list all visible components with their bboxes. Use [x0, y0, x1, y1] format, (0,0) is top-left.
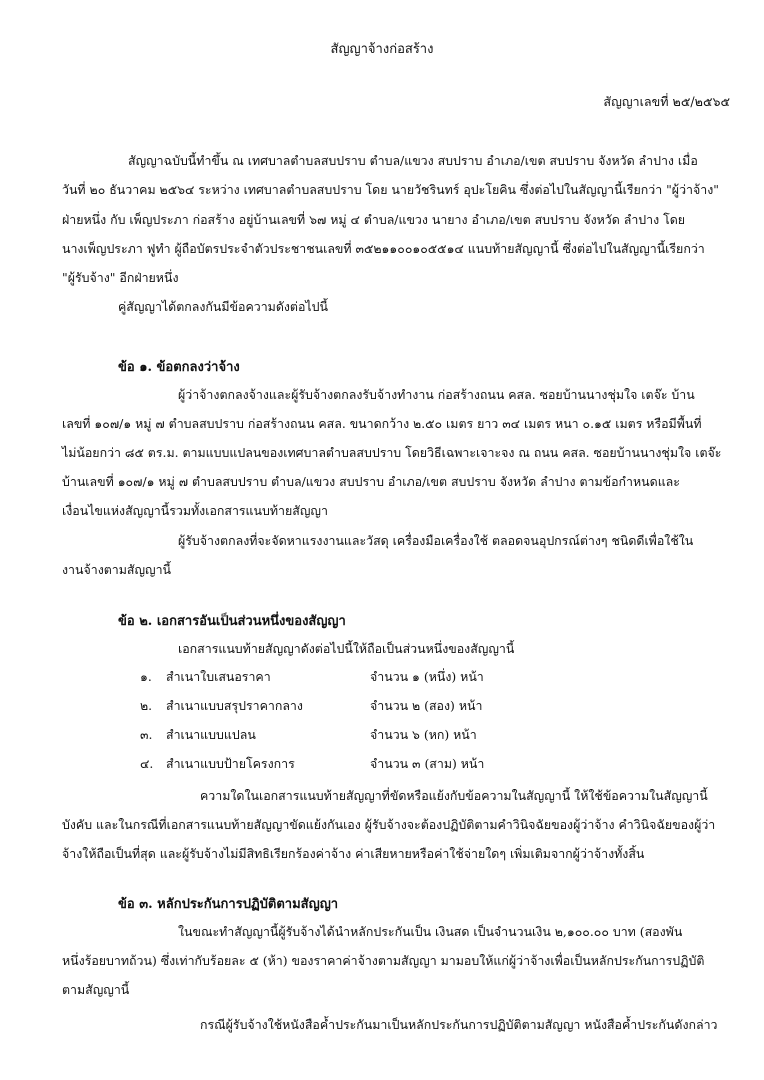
clause-2-line-1: ความใดในเอกสารแนบท้ายสัญญาที่ขัดหรือแย้งกับข้อความในสัญญานี้ ให้ใช้ข้อความในสัญญานี้	[200, 788, 708, 803]
contract-number: สัญญาเลขที่ ๒๕/๒๕๖๕	[603, 94, 730, 109]
clause-2-heading: ข้อ ๒. เอกสารอันเป็นส่วนหนึ่งของสัญญา	[118, 614, 346, 629]
clause-3-line-3: ตามสัญญานี้	[62, 982, 130, 997]
clause-3-heading: ข้อ ๓. หลักประกันการปฏิบัติตามสัญญา	[118, 897, 339, 912]
document-title: สัญญาจ้างก่อสร้าง	[330, 42, 434, 57]
clause-2-line-2: บังคับ และในกรณีที่เอกสารแนบท้ายสัญญาขัดแย้งกันเอง ผู้รับจ้างจะต้องปฏิบัติตามคำวินิจฉัยของผู้ว่าจ้าง คำวินิจฉัยของผู้ว่า	[62, 817, 716, 832]
attachment-number: ๒.	[140, 698, 153, 713]
attachment-item	[140, 726, 740, 748]
attachment-name: สำเนาใบเสนอราคา	[166, 669, 271, 684]
clause-3-line-2: หนึ่งร้อยบาทถ้วน) ซึ่งเท่ากับร้อยละ ๕ (ห้า) ของราคาค่าจ้างตามสัญญา มามอบให้แก่ผู้ว่าจ้างเพื่อเป็นหลักประกันการปฏิบัติ	[62, 953, 705, 968]
attachment-name: สำเนาแบบป้ายโครงการ	[166, 756, 295, 771]
preamble-line-2: วันที่ ๒๐ ธันวาคม ๒๕๖๔ ระหว่าง เทศบาลตำบลสบปราบ โดย นายวัชรินทร์ อุปะโยคิน ซึ่งต่อไปในสัญญานี้เรียกว่า "ผู้ว่าจ้าง"	[62, 182, 719, 197]
clause-2-line-3: จ้างให้ถือเป็นที่สุด และผู้รับจ้างไม่มีสิทธิเรียกร้องค่าจ้าง ค่าเสียหายหรือค่าใช้จ่ายใดๆ เพิ่มเติมจากผู้ว่าจ้างทั้งสิ้น	[62, 846, 645, 861]
attachment-number: ๔.	[140, 756, 154, 771]
preamble-line-3: ฝ่ายหนึ่ง กับ เพ็ญประภา ก่อสร้าง อยู่บ้านเลขที่ ๖๗ หมู่ ๔ ตำบล/แขวง นายาง อำเภอ/เขต สบปราบ จังหวัด ลำปาง โดย	[62, 212, 686, 227]
preamble-line-4: นางเพ็ญประภา ฟูทำ ผู้ถือบัตรประจำตัวประชาชนเลขที่ ๓๕๒๑๑๐๐๑๐๕๕๑๔ แนบท้ายสัญญานี้ ซึ่งต่อไปในสัญญานี้เรียกว่า	[62, 241, 705, 256]
clause-3-line-1: ในขณะทำสัญญานี้ผู้รับจ้างได้นำหลักประกันเป็น เงินสด เป็นจำนวนเงิน ๒,๑๐๐.๐๐ บาท (สองพัน	[178, 924, 683, 939]
clause-1-line-4: บ้านเลขที่ ๑๐๗/๑ หมู่ ๗ ตำบลสบปราบ ตำบล/แขวง สบปราบ อำเภอ/เขต สบปราบ จังหวัด ลำปาง ตามข้อกำหนดและ	[62, 474, 680, 489]
clause-1-p2-line-2: งานจ้างตามสัญญานี้	[62, 562, 172, 577]
clause-3-p2-line-1: กรณีผู้รับจ้างใช้หนังสือค้ำประกันมาเป็นหลักประกันการปฏิบัติตามสัญญา หนังสือค้ำประกันดังกล่าว	[200, 1017, 718, 1032]
clause-1-line-3: ไม่น้อยกว่า ๘๕ ตร.ม. ตามแบบแปลนของเทศบาลตำบลสบปราบ โดยวิธีเฉพาะเจาะจง ณ ถนน คสล. ซอยบ้านนางชุ่มใจ เตจ๊ะ	[62, 445, 722, 460]
attachment-item	[140, 755, 740, 777]
clause-1-line-1: ผู้ว่าจ้างตกลงจ้างและผู้รับจ้างตกลงรับจ้างทำงาน ก่อสร้างถนน คสล. ซอยบ้านนางชุ่มใจ เตจ๊ะ บ้าน	[178, 387, 695, 402]
clause-1-p2-line-1: ผู้รับจ้างตกลงที่จะจัดหาแรงงานและวัสดุ เครื่องมือเครื่องใช้ ตลอดจนอุปกรณ์ต่างๆ ชนิดดีเพื่อใช้ใน	[178, 533, 694, 548]
clause-1-heading: ข้อ ๑. ข้อตกลงว่าจ้าง	[118, 360, 240, 375]
attachment-item	[140, 668, 740, 690]
clause-1-line-5: เงื่อนไขแห่งสัญญานี้รวมทั้งเอกสารแนบท้ายสัญญา	[62, 503, 328, 518]
preamble-line-1: สัญญาฉบับนี้ทำขึ้น ณ เทศบาลตำบลสบปราบ ตำบล/แขวง สบปราบ อำเภอ/เขต สบปราบ จังหวัด ลำปาง เมื่อ	[128, 153, 698, 168]
attachment-number: ๓.	[140, 727, 153, 742]
attachment-quantity: จำนวน ๒ (สอง) หน้า	[370, 698, 483, 713]
attachment-number: ๑.	[140, 669, 152, 684]
clause-2-intro: เอกสารแนบท้ายสัญญาดังต่อไปนี้ให้ถือเป็นส่วนหนึ่งของสัญญานี้	[178, 641, 515, 656]
attachment-quantity: จำนวน ๑ (หนึ่ง) หน้า	[370, 669, 484, 684]
attachment-quantity: จำนวน ๓ (สาม) หน้า	[370, 756, 485, 771]
attachment-quantity: จำนวน ๖ (หก) หน้า	[370, 727, 477, 742]
clause-1-line-2: เลขที่ ๑๐๗/๑ หมู่ ๗ ตำบลสบปราบ ก่อสร้างถนน คสล. ขนาดกว้าง ๒.๕๐ เมตร ยาว ๓๔ เมตร หนา ๐.๑๕ เมตร หรือมีพื้นที่	[62, 416, 702, 431]
attachment-name: สำเนาแบบสรุปราคากลาง	[166, 698, 303, 713]
agreement-statement: คู่สัญญาได้ตกลงกันมีข้อความดังต่อไปนี้	[118, 299, 328, 314]
attachment-name: สำเนาแบบแปลน	[166, 727, 256, 742]
attachment-item	[140, 697, 740, 719]
preamble-line-5: "ผู้รับจ้าง" อีกฝ่ายหนึ่ง	[62, 270, 179, 285]
